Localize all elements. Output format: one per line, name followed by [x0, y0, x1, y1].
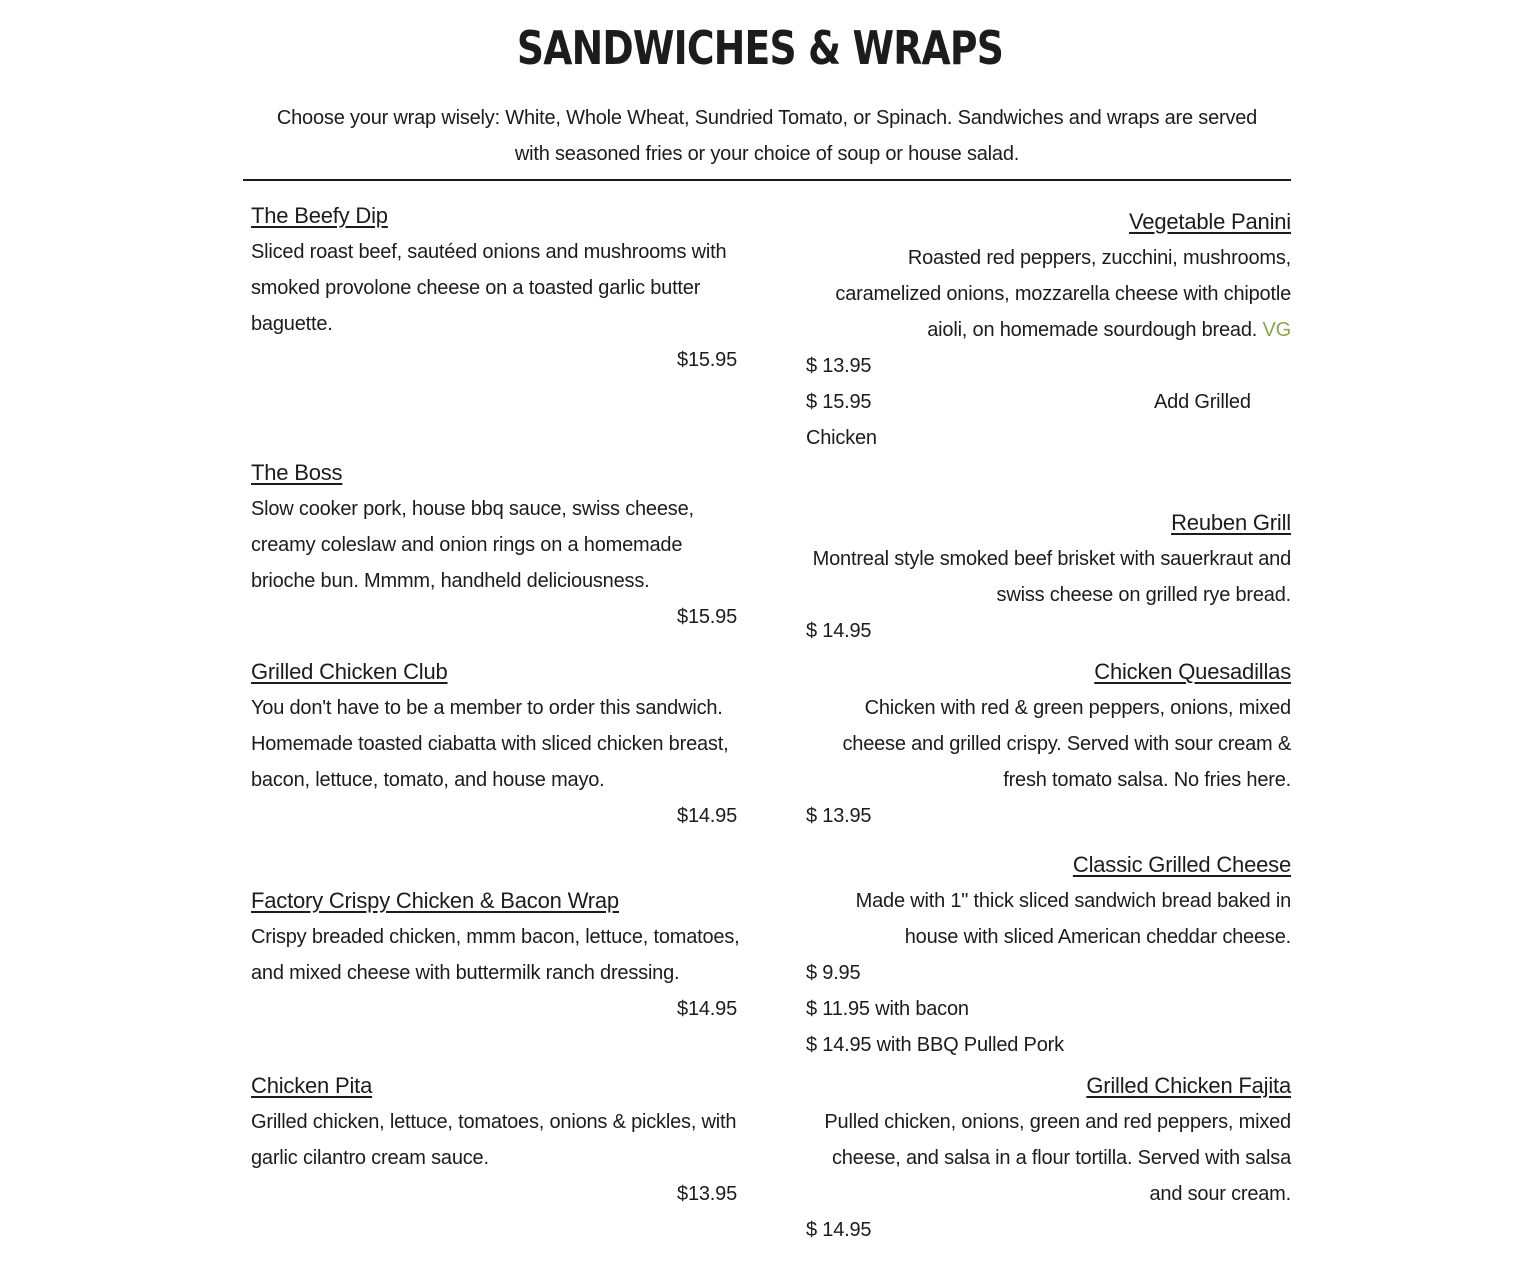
menu-item-description: Sliced roast beef, sautéed onions and mushrooms with smoked provolone cheese on a toasted garlic butter baguette.: [251, 241, 727, 335]
menu-item-title: Reuben Grill: [1171, 510, 1291, 535]
menu-item-title: Chicken Pita: [251, 1073, 373, 1098]
addon-label-continued: Chicken: [806, 427, 877, 449]
menu-item-description: Chicken with red & green peppers, onions, mixed cheese and grilled crispy. Served with sour cream & fresh tomato salsa. No fries here.: [842, 697, 1291, 791]
menu-intro: Choose your wrap wisely: White, Whole Wheat, Sundried Tomato, or Spinach. Sandwiches and wraps are served with seasoned fries or your choice of soup or house salad.: [276, 107, 1258, 165]
menu-item-grilled-chicken-fajita: [806, 1068, 1291, 1248]
page-title: SANDWICHES & WRAPS: [516, 21, 1004, 75]
menu-item-price: $ 13.95: [806, 355, 872, 377]
addon-label: Add Grilled: [1154, 391, 1251, 413]
menu-item-reuben-grill: [806, 505, 1291, 649]
menu-item-title: Chicken Quesadillas: [1094, 659, 1291, 684]
menu-item-price: $ 9.95: [806, 962, 861, 984]
menu-item-price: $15.95: [677, 606, 737, 628]
menu-item-description: You don't have to be a member to order this sandwich. Homemade toasted ciabatta with sliced chicken breast, bacon, lettuce, tomato, and house mayo.: [251, 697, 729, 791]
price-addon-row: [806, 384, 1291, 420]
menu-item-title: Classic Grilled Cheese: [1072, 852, 1291, 877]
menu-item-title: Grilled Chicken Club: [251, 659, 448, 684]
menu-item-classic-grilled-cheese: [806, 847, 1291, 1063]
menu-item-price: $ 14.95: [806, 620, 872, 642]
menu-item-description: Crispy breaded chicken, mmm bacon, lettuce, tomatoes, and mixed cheese with buttermilk ranch dressing.: [251, 926, 740, 984]
menu-item-price-pulled-pork: $ 14.95 with BBQ Pulled Pork: [806, 1034, 1064, 1056]
menu-item-price: $15.95: [677, 349, 737, 371]
vegetarian-tag: VG: [1262, 319, 1291, 341]
menu-item-price: $ 14.95: [806, 1219, 872, 1241]
menu-item-grilled-chicken-club: [251, 654, 741, 834]
menu-item-title: Factory Crispy Chicken & Bacon Wrap: [251, 888, 619, 913]
menu-item-price-bacon: $ 11.95 with bacon: [806, 998, 969, 1020]
menu-item-price-addon: $ 15.95: [806, 391, 872, 413]
menu-item-beefy-dip: [251, 198, 741, 378]
menu-item-description: Pulled chicken, onions, green and red peppers, mixed cheese, and salsa in a flour tortilla. Served with salsa and sour cream.: [824, 1111, 1291, 1205]
menu-item-title: The Beefy Dip: [251, 203, 388, 228]
menu-item-crispy-chicken-wrap: [251, 883, 741, 1027]
menu-item-price: $14.95: [677, 998, 737, 1020]
menu-item-description-text: Roasted red peppers, zucchini, mushrooms, caramelized onions, mozzarella cheese with chipotle aioli, on homemade sourdough bread.: [835, 247, 1291, 341]
menu-item-price: $ 13.95: [806, 805, 872, 827]
menu-item-price: $13.95: [677, 1183, 737, 1205]
menu-item-description: [806, 240, 1291, 348]
menu-item-chicken-quesadillas: [806, 654, 1291, 834]
menu-item-price: $14.95: [677, 805, 737, 827]
menu-item-description: Montreal style smoked beef brisket with sauerkraut and swiss cheese on grilled rye bread.: [812, 548, 1291, 606]
menu-item-description: Slow cooker pork, house bbq sauce, swiss cheese, creamy coleslaw and onion rings on a homemade brioche bun. Mmmm, handheld deliciousness.: [251, 498, 694, 592]
menu-item-title: Vegetable Panini: [1129, 209, 1291, 234]
menu-item-description: Made with 1" thick sliced sandwich bread baked in house with sliced American cheddar cheese.: [855, 890, 1291, 948]
section-divider: [243, 179, 1291, 181]
menu-item-title: The Boss: [251, 460, 343, 485]
menu-item-chicken-pita: [251, 1068, 741, 1212]
menu-item-title: Grilled Chicken Fajita: [1086, 1073, 1291, 1098]
menu-item-description: Grilled chicken, lettuce, tomatoes, onions & pickles, with garlic cilantro cream sauce.: [251, 1111, 737, 1169]
menu-item-vegetable-panini: [806, 204, 1291, 456]
menu-item-the-boss: [251, 455, 741, 635]
